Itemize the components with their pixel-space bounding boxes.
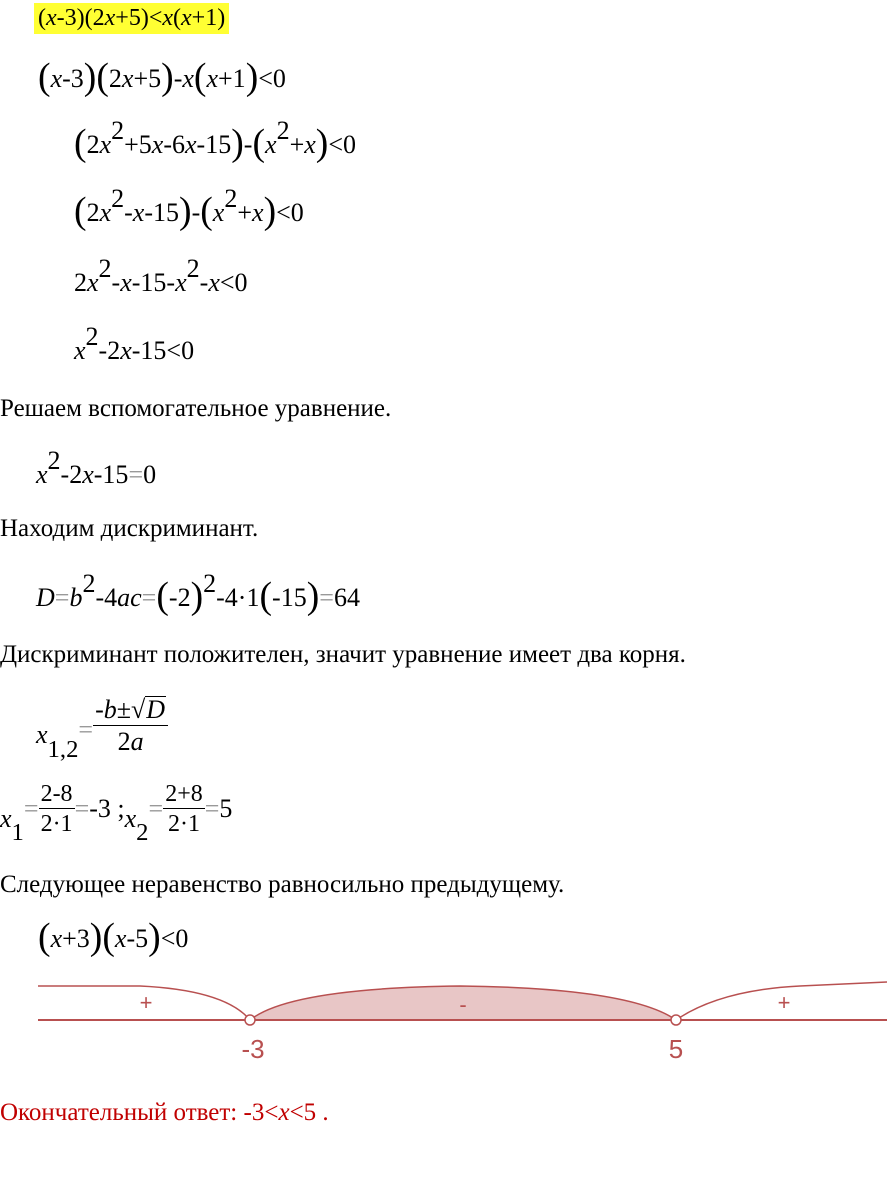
sign-right: + [777,990,791,1015]
label-5: 5 [668,1034,684,1064]
label-minus-3: -3 [241,1034,265,1064]
factored-inequality: (x+3)(x-5)<0 [38,915,189,958]
step-5-inequality: 2x2-x-15-x2-x<0 [74,253,248,297]
discriminant-equation: D=b2-4ac=(-2)2-4·1(-15)=64 [36,568,360,617]
point-minus-3 [245,1015,255,1025]
text-solve-aux: Решаем вспомогательное уравнение. [0,395,392,422]
aux-equation: x2-2x-15=0 [36,445,157,489]
step-2-inequality: (x-3)(2x+5)-x(x+1)<0 [38,55,286,98]
roots-values: x1= $\frac{2-8}{2\cdot 1}$ =-3 ;x2= $\frac{2+8}{2\cdot 1}$ =5 [0,781,233,847]
sign-middle: - [459,992,467,1017]
final-answer-value: -3<x<5 . [237,1099,329,1126]
text-disc-positive: Дискриминант положителен, значит уравнение имеет два корня. [0,641,686,668]
number-line [0,970,887,1070]
roots-formula: x1,2= $\frac{-b\pm√D}{2a}$ [36,696,168,755]
step-3-inequality: (2x2+5x-6x-15)-(x2+x)<0 [74,115,357,164]
highlight: (x-3)(2x+5)<x(x+1) [34,3,229,34]
step-4-inequality: (2x2-x-15)-(x2+x)<0 [74,183,304,232]
point-5 [671,1015,681,1025]
sign-left: + [139,990,153,1015]
text-find-discriminant: Находим дискриминант. [0,515,259,542]
text-equivalent: Следующее неравенство равносильно предыдущему. [0,871,565,898]
step-6-inequality: x2-2x-15<0 [74,321,195,365]
final-answer-label: Окончательный ответ: [0,1099,238,1126]
final-answer [0,1100,329,1125]
step-1-inequality [34,6,229,30]
